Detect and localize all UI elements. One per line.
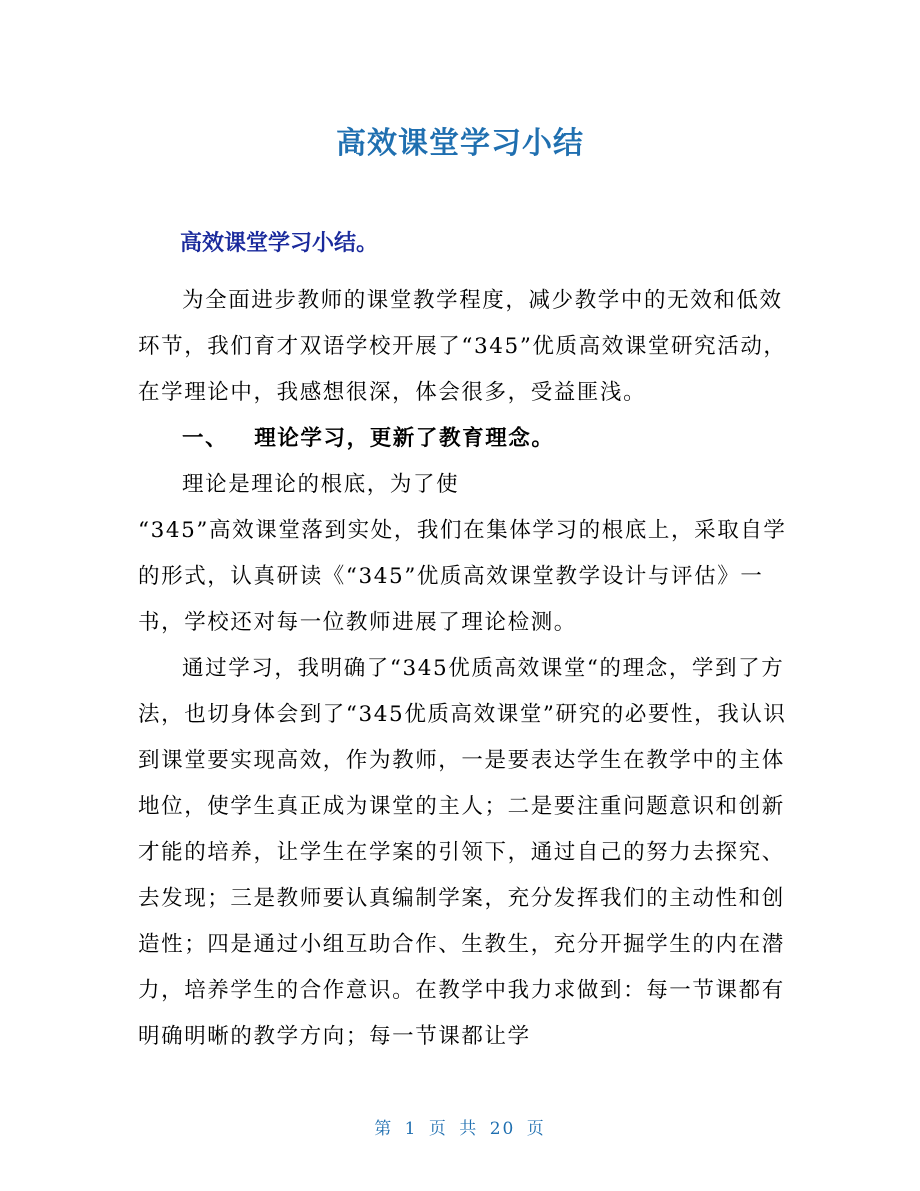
section-heading-number: 一、	[182, 426, 229, 451]
document-body	[138, 278, 788, 1060]
paragraph-learning: 通过学习，我明确了“345优质高效课堂“的理念，学到了方法，也切身体会到了“345优质高效课堂”研究的必要性，我认识到课堂要实现高效，作为教师，一是要表达学生在教学中的主体地位，使学生真正成为课堂的主人；二是要注重问题意识和创新才能的培养，让学生在学案的引领下，通过自己的努力去探究、去发现；三是教师要认真编制学案，充分发挥我们的主动性和创造性；四是通过小组互助合作、生教生，充分开掘学生的内在潜力，培养学生的合作意识。在教学中我力求做到：每一节课都有明确明晰的教学方向；每一节课都让学	[138, 656, 787, 1049]
document-title: 高效课堂学习小结	[336, 126, 584, 161]
section-heading	[138, 416, 788, 462]
page-number-footer: 第 1 页 共 20 页	[374, 1119, 546, 1139]
paragraph-theory-line1: 理论是理论的根底，为了使	[182, 472, 460, 497]
paragraph-theory-rest: “345”高效课堂落到实处，我们在集体学习的根底上，采取自学的形式，认真研读《“345”优质高效课堂教学设计与评估》一书，学校还对每一位教师进展了理论检测。	[138, 518, 787, 635]
section-heading-text: 理论学习，更新了教育理念。	[254, 426, 555, 451]
paragraph-intro: 为全面进步教师的课堂教学程度，减少教学中的无效和低效环节，我们育才双语学校开展了“345”优质高效课堂研究活动，在学理论中，我感想很深，体会很多，受益匪浅。	[138, 288, 787, 405]
document-subtitle: 高效课堂学习小结。	[180, 231, 379, 256]
